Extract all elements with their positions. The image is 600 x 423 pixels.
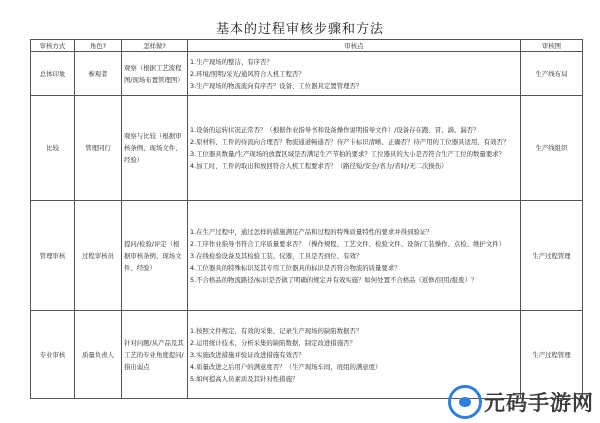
cell-diagram: 生产线组织 <box>521 96 583 201</box>
cell-diagram: 生产线布局 <box>521 52 583 96</box>
header-points: 审核点 <box>188 40 521 52</box>
cell-role: 参观者 <box>75 52 122 96</box>
cell-points <box>188 52 521 96</box>
audit-point: 3.工位器具数量/生产现场的放置区域是否满足生产节拍的要求？工位器具的大小是否符合生产工位的数量要求？ <box>190 150 505 158</box>
table-row <box>31 52 583 96</box>
cell-diagram: 生产过程管理 <box>521 311 583 399</box>
audit-point: 3.生产现场的物流流向有序否？设备、工位器具定置管理否？ <box>190 81 363 90</box>
page-title: 基本的过程审核步骤和方法 <box>215 22 384 37</box>
header-how: 怎样做? <box>122 40 188 52</box>
audit-point: 5.如何提高人员素质及其针对性措施？ <box>190 374 299 383</box>
audit-point: 4.工位器具的特殊标识及其专用工位器具的标识是否符合物流的质量要求？ <box>190 263 401 272</box>
cell-method: 专业审核 <box>31 311 75 399</box>
table-row <box>31 201 583 311</box>
table-header-row <box>31 40 583 52</box>
cell-method: 管理审核 <box>31 201 75 311</box>
audit-point: 1.按照文件规定，有效的采集、记录生产现场的缺陷数据否？ <box>190 326 363 335</box>
cell-points <box>188 96 521 201</box>
header-diagram: 审核图 <box>521 40 583 52</box>
watermark <box>448 385 594 419</box>
cell-diagram: 生产过程管理 <box>521 201 583 311</box>
audit-point: 1.生产现场的整洁、有序否？ <box>190 57 273 66</box>
watermark-text: 元码手游网 <box>484 391 594 415</box>
cell-how: 提问/检验/评定（根据审核条例、现场文件、经验） <box>122 201 188 311</box>
cell-how: 针对问题/从产品及其工艺的专业角度提问/指出弱点 <box>122 311 188 399</box>
cell-method: 总体印象 <box>31 52 75 96</box>
cell-role: 质量负责人 <box>75 311 122 399</box>
header-method: 审核方式 <box>31 40 75 52</box>
audit-point: 2.运用统计技术，分析采集的缺陷数据，制定改进措施否？ <box>190 338 356 347</box>
audit-steps-table <box>30 39 583 399</box>
cell-method: 比较 <box>31 96 75 201</box>
header-role: 角色? <box>75 40 122 52</box>
audit-point: 3.实施改进措施并验证改进措施有效否？ <box>190 350 305 359</box>
audit-point: 2.工序作业指导书符合工序质量要求否？（操作规程、工艺文件、检验文件、设备/工装操作、点检、维护文件） <box>190 239 505 248</box>
cell-how: 观察（根据工艺流程图/现场布置管理图） <box>122 52 188 96</box>
table-row <box>31 96 583 201</box>
audit-point: 4.质量改进之后用户的满意度否？（生产现场车间，班组的满意度） <box>190 362 382 371</box>
audit-point: 4.加工时，工件的取出和放回符合人机工程要求否？（路径短/安全/省力/省时/无二次损伤） <box>190 162 448 170</box>
audit-point: 3.在线检验设备及其检验工装、仪器，工具是否到位、有效？ <box>190 251 363 260</box>
cell-how: 观察与比较（根据审核条例、现场文件、经验） <box>122 96 188 201</box>
brand-logo-icon <box>448 385 482 419</box>
audit-point: 5.不合格品的物流路径/标识是否做了明确的规定并有效实施？如何处置不合格品（返修/回用/报废）？ <box>190 275 478 284</box>
audit-point: 1.在生产过程中，通过怎样的措施满足产品和过程的特殊质量特性的要求并得到验证？ <box>190 227 433 236</box>
cell-role: 管理同行 <box>75 96 122 201</box>
audit-point: 1.设备的运转状况正常否？（根据作业指导书和设备操作说明指导文件）/设备存在跑、冒、滴、漏否？ <box>190 126 480 134</box>
cell-points <box>188 201 521 311</box>
cell-role: 过程审核员 <box>75 201 122 311</box>
audit-point: 2.原材料、工件的待流向合理否？物流通道畅通否？待产卡标识清晰、正确否？待产用的工位器具适用、有效否？ <box>190 138 510 146</box>
audit-point: 2.环境/照明/采光/通风符合人机工程否？ <box>190 69 305 78</box>
